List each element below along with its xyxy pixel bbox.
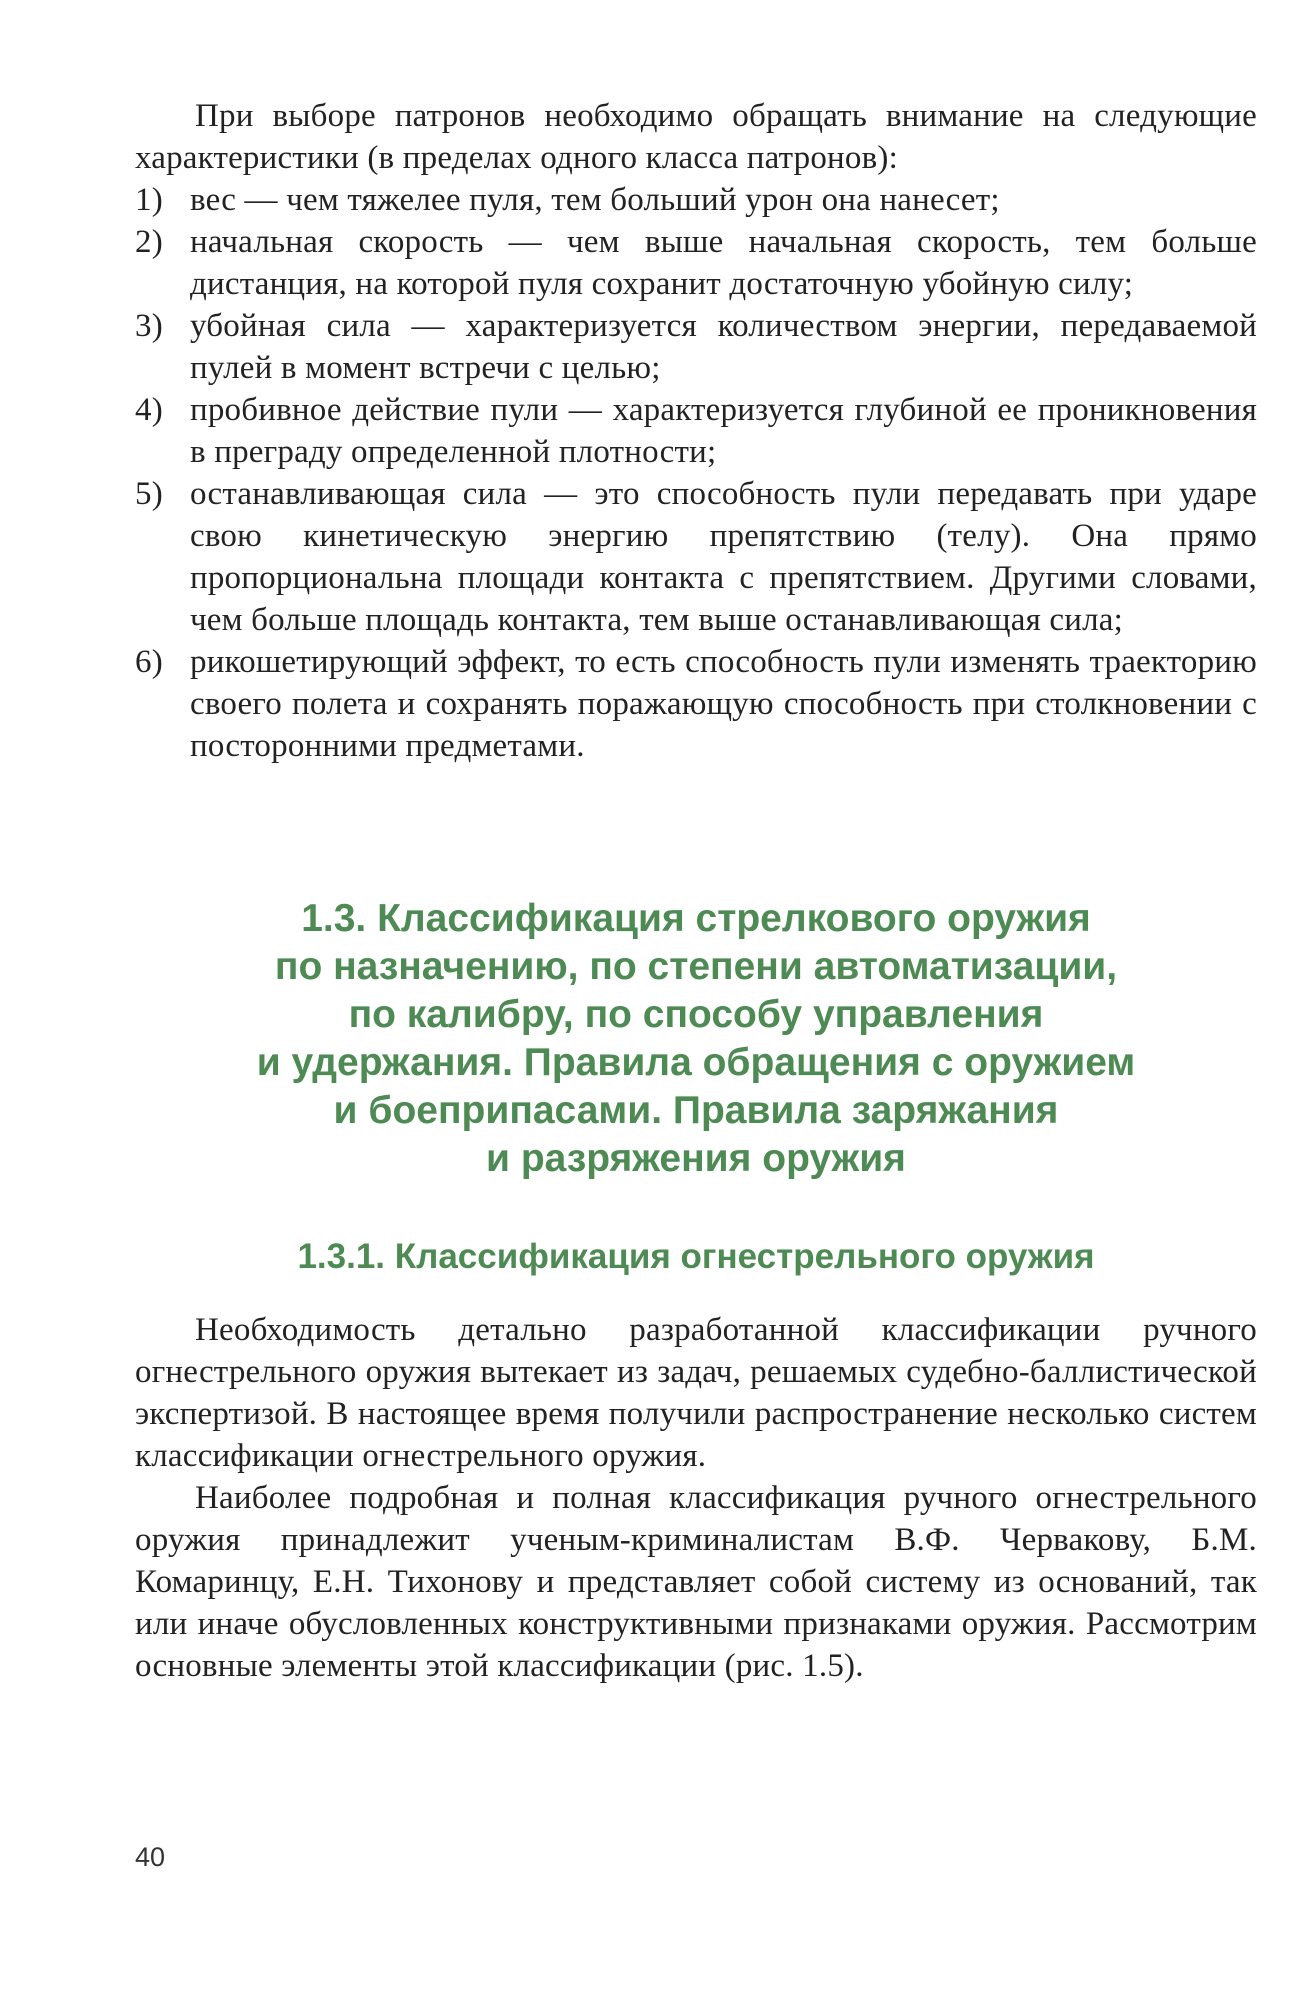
list-item [135, 221, 1257, 305]
intro-paragraph: При выборе патронов необходимо обращать внимание на следующие характеристики (в пределах одного класса патронов): [135, 98, 1257, 176]
section-heading-line: и удержания. Правила обращения с оружием [256, 1041, 1136, 1084]
list-item [135, 179, 1257, 221]
section-heading-line: и боеприпасами. Правила заряжания [333, 1089, 1059, 1132]
page-content [135, 95, 1257, 1687]
page-number: 40 [135, 1842, 166, 1872]
list-item-text: пробивное действие пули — характеризуется глубиной ее проникновения в преграду определенной плотности; [190, 392, 1257, 470]
body-paragraph: Необходимость детально разработанной классификации ручного огнестрельного оружия вытекает из задач, решаемых судебно-баллистической экспертизой. В настоящее время получили распространение несколько систем классификации огнестрельного оружия. [135, 1312, 1257, 1474]
list-item-text: убойная сила — характеризуется количеством энергии, передаваемой пулей в момент встречи с целью; [190, 308, 1257, 386]
list-item-number: 6) [135, 644, 163, 680]
section-heading-line: и разряжения оружия [486, 1137, 906, 1180]
list-item-text: рикошетирующий эффект, то есть способность пули изменять траекторию своего полета и сохранять поражающую способность при столкновении с посторонними предметами. [190, 644, 1257, 764]
list-item-number: 1) [135, 182, 163, 218]
list-item [135, 305, 1257, 389]
section-heading [135, 895, 1257, 1183]
list-item [135, 641, 1257, 767]
list-item [135, 389, 1257, 473]
body-paragraph: Наиболее подробная и полная классификация ручного огнестрельного оружия принадлежит ученым-криминалистам В.Ф. Червакову, Б.М. Комаринцу, Е.Н. Тихонову и представляет собой систему из оснований, так или иначе обусловленных конструктивными признаками оружия. Рассмотрим основные элементы этой классификации (рис. 1.5). [135, 1480, 1257, 1684]
characteristics-list [135, 179, 1257, 767]
list-item-number: 4) [135, 392, 163, 428]
list-item-number: 3) [135, 308, 163, 344]
list-item-number: 5) [135, 476, 163, 512]
section-heading-line: по калибру, по способу управления [348, 993, 1044, 1036]
list-item [135, 473, 1257, 641]
list-item-text: вес — чем тяжелее пуля, тем больший урон она нанесет; [190, 182, 1000, 218]
subsection-heading: 1.3.1. Классификация огнестрельного оружия [297, 1237, 1095, 1276]
list-item-number: 2) [135, 224, 163, 260]
list-item-text: начальная скорость — чем выше начальная скорость, тем больше дистанция, на которой пуля сохранит достаточную убойную силу; [190, 224, 1257, 302]
list-item-text: останавливающая сила — это способность пули передавать при ударе свою кинетическую энергию препятствию (телу). Она прямо пропорциональна площади контакта с препятствием. Другими словами, чем больше площадь контакта, тем выше останавливающая сила; [190, 476, 1257, 638]
section-heading-line: 1.3. Классификация стрелкового оружия [301, 897, 1091, 940]
section-heading-line: по назначению, по степени автоматизации, [274, 945, 1118, 988]
